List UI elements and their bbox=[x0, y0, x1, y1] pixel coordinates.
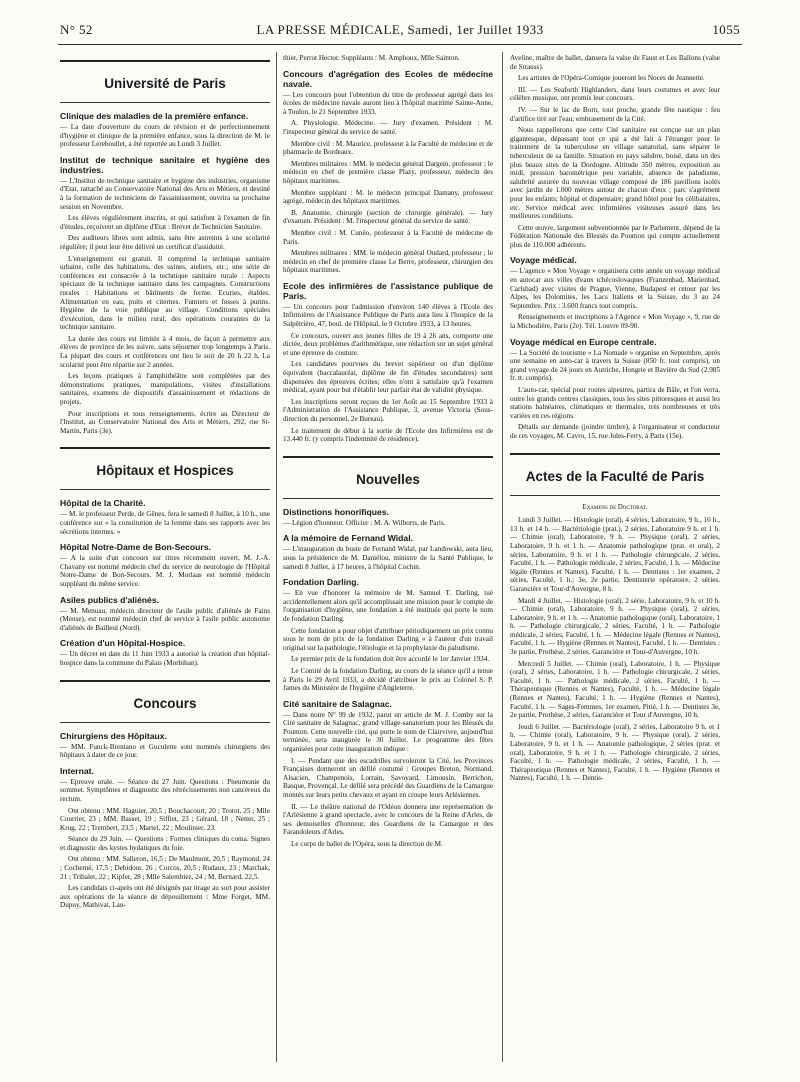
article-text: Les artistes de l'Opéra-Comique joueront les Noces de Jeannette. bbox=[518, 74, 705, 83]
page-number: 1055 bbox=[712, 22, 740, 37]
article-text: — L'inauguration du buste de Fernand Widal, par Landowski, aura lieu, sous la présidence de M. Daniélou, ministre de la Santé Publique, le samedi 8 Juillet, à 17 heures, à l'hôpital Cochin. bbox=[283, 545, 493, 571]
article-text: Membre civil : M. Maurice, professeur à la Faculté de médecine et de pharmacie de Bordeaux. bbox=[283, 139, 493, 157]
article-text: IV. — Sur le lac de Born, tout proche, grande fête nautique : feu d'artifice tiré sur l'eau; embrasement de la Cité. bbox=[510, 105, 720, 123]
article-title: A la mémoire de Fernand Widal. bbox=[283, 533, 413, 544]
article-text: I. — Pendant que des escadrilles survoleront la Cité, les Provinces Françaises donneront un défilé costumé : Groupes Breton, Normand, Alsacien, Champenois, Lorrain, Savoyard, Limousin, Berrichon, Basque, Provençal. Le défilé sera précédé des Guardiens de la Camargue montés sur leurs petits chevaux et ayant en croupe leurs Arlésiennes. bbox=[283, 756, 493, 800]
article-text: — MM. Funck-Brentano et Guculette sont nommés chirurgiens des hôpitaux à dater de ce jour. bbox=[60, 742, 270, 760]
article-text: Le traitement de début à la sortie de l'Ecole des Infirmières est de 13.440 fr. (y compris l'indemnité de résidence). bbox=[283, 426, 493, 444]
subsection-title: Examens de Doctorat. bbox=[582, 503, 648, 511]
article-text: Les élèves régulièrement inscrits, et qui satisfont à l'examen de fin d'études, reçoivent un diplôme d'Etat : Brevet de Technicien Sanitaire. bbox=[60, 214, 270, 231]
article-text: Ce concours, ouvert aux jeunes filles de 19 à 26 ans, comporte une dictée, deux problèmes d'arithmétique, une rédaction sur un sujet général et une épreuve de couture. bbox=[283, 331, 493, 357]
article-text: B. Anatomie, chirurgie (section de chirurgie générale). — Jury d'examen. Président : M. l'inspecteur général du service de santé. bbox=[283, 208, 493, 226]
article-text: — La date d'ouverture du cours de révision et de perfectionnement d'hygiène et clinique de la première enfance, sous la direction de M. le professeur Lereboullet, a été reportée au Lundi 3 Juillet. bbox=[60, 123, 270, 149]
article-title: Asiles publics d'aliénés. bbox=[60, 594, 160, 605]
article-text: — M. le professeur Perde, de Gênes, fera le samedi 8 Juillet, à 10 h., une conférence sur « la constitution de la femme dans ses rapports avec les sécrétions internes. » bbox=[60, 510, 270, 536]
article-title: Hôpital de la Charité. bbox=[60, 498, 146, 509]
article-text: Les leçons pratiques à l'amphithéâtre sont complétées par des démonstrations pratiques, manipulations, visites d'installations sanitaires, examens de dispositifs d'assainissement et rédactions de projets. bbox=[60, 372, 270, 407]
article-text: III. — Les Seaforth Highlanders, dans leurs costumes et avec leur célèbre musique, ont promis leur concours. bbox=[510, 85, 720, 103]
section-title-nouvelles: Nouvelles bbox=[356, 471, 420, 487]
article-title: Voyage médical en Europe centrale. bbox=[510, 336, 657, 347]
article-text: Détails sur demande (joindre timbre), à l'organisateur et conducteur de ces voyages, M. Cavro, 15, rue Jules-Ferry, à Paris (15e). bbox=[510, 423, 720, 440]
article-text: A. Physiologie. Médecine. — Jury d'examen. Président : M. l'inspecteur général du service de santé. bbox=[283, 119, 493, 136]
article-text: — Epreuve orale. — Séance du 27 Juin. Questions : Pneumonie du sommet. Symptômes et diagnostic des rétrécissements non cancéreux du rectum. bbox=[60, 777, 270, 803]
article-text: Membres militaires : MM. le médecin général Dargein, professeur ; le médecin en chef de première classe Plazy, professeur, médecin des hôpitaux maritimes. bbox=[283, 159, 493, 185]
article-title: Chirurgiens des Hôpitaux. bbox=[60, 730, 167, 741]
article-text: — Un concours pour l'admission d'environ 140 élèves à l'Ecole des Infirmières de l'Assistance Publique de Paris aura lieu à l'hospice de la Salpêtrière, 47, boul. de l'Hôpital, le 9 Octobre 1933, à 13 heures. bbox=[283, 302, 493, 329]
article-title: Cité sanitaire de Salagnac. bbox=[283, 698, 392, 709]
article-text: Les candidats ci-après ont été désignés par tirage au sort pour assister aux opérations de la séance de dépouillement : Mme Forget, MM. Dupuy, Mathivat, Lau- bbox=[60, 884, 270, 910]
section-rule bbox=[510, 453, 720, 455]
article-text: Nous rappellerons que cette Cité sanitaire est conçue sur un plan gigantesque, dépassant tout ce qui a été fait à l'étranger pour le traitement de la tuberculose en village sanatorial, sans séparer le tuberculeux de sa famille. Situation en pays salubre, boisé, dans un des plus beaux sites de la Dordogne. Altitude 350 mètres, exposition au midi, pression barométrique peu variable, absence de paludisme, salubrité assurée du nouveau village composé de 186 pavillons isolés avec jardin de 1.000 mètres autour de chacun d'eux ; parc s'agrément pour les enfants; hôpital et dispensaire; grand hôtel pour les célibataires, etc. Service médical avec infirmières visiteuses assuré dans les meilleures conditions. bbox=[510, 126, 720, 221]
article-text: — Les concours pour l'obtention du titre de professeur agrégé dans les écoles de médecine navale auront lieu à l'hôpital maritime Sainte-Anne, à Toulon, le 21 Septembre 1933. bbox=[283, 90, 493, 116]
article-title: Concours d'agrégation des Ecoles de médecine navale. bbox=[283, 68, 493, 89]
article-text: Pour inscriptions et tous renseignements, écrire au Directeur de l'Institut, au Conservatoire National des Arts et Métiers, 292, rue St-Martin, Paris (3e). bbox=[60, 409, 270, 435]
section-rule bbox=[510, 495, 720, 496]
column-divider bbox=[276, 52, 277, 1062]
article-text: Membre civil : M. Cunéo, professeur à la Faculté de médecine de Paris. bbox=[283, 228, 493, 246]
article-title: Fondation Darling. bbox=[283, 577, 359, 588]
article-title: Clinique des maladies de la première enfance. bbox=[60, 111, 249, 121]
article-text: Séance du 29 Juin. — Questions : Formes cliniques du coma. Signes et diagnostic des kystes hydatiques du foie. bbox=[60, 835, 270, 852]
section-rule bbox=[283, 498, 493, 499]
article-text: Aveline, maître de ballet, dansera la valse de Faust et Les Ballons (valse de Strauss). bbox=[510, 54, 720, 71]
section-rule bbox=[60, 489, 270, 490]
section-title-universite: Université de Paris bbox=[104, 76, 226, 91]
article-text: Le premier prix de la fondation doit être accordé le 1er Janvier 1934. bbox=[291, 655, 490, 664]
article-text: — La Société de tourisme « La Nomade » organise en Septembre, après une semaine en auto-car à travers la Suisse (850 fr. tout compris), un grand voyage de 24 jours en Autriche, Hongrie et Bavière du Sud (2.985 fr. tt. compris). bbox=[510, 348, 720, 383]
article-text: II. — Le théâtre national de l'Odéon donnera une représentation de l'Arlésienne à grand spectacle, avec le concours de la Reine d'Arles, de ses demoiselles d'honneur, des Guardiens de la Camargue et des Farandoleurs d'Arles. bbox=[283, 802, 493, 837]
section-title-hopitaux: Hôpitaux et Hospices bbox=[96, 463, 234, 479]
article-text: Cette œuvre, largement subventionnée par le Parlement, dépend de la Fédération Nationale des Blessés du Poumon qui compte actuellement plus de 110.000 adhérents. bbox=[510, 223, 720, 249]
article-text: Le Comité de la fondation Darling, au cours de la séance qu'il a tenue à Paris le 29 Avril 1933, a décidé d'attribuer le prix au Colonel S. P. James du Ministère de l'hygiène d'Angleterre. bbox=[283, 666, 493, 693]
exam-schedule: Jeudi 6 Juillet. — Bactériologie (oral), 2 séries, Laboratoire 9 h. et 1 h. — Chimie (oral), Laboratoire, 9 h. — Physique (oral), 2 séries, Laboratoire, 9 h. et 1 h. — Anatomie pathologique, 2 séries (prat. et oral), Laboratoire, 9 h. et 1 h. — Pathologie chirurgicale, 2 séries, Faculté, 1 h. — Pathologie médicale, 2 séries, Faculté, 1 h. — Thérapeutique (Rennes et Nantes), Faculté, 1 h. — Hygiène (Rennes et Nantes), Faculté, 1 h. — Dentis- bbox=[510, 722, 720, 783]
section-rule bbox=[60, 447, 270, 449]
article-text: Cette fondation a pour objet d'attribuer périodiquement un prix connu sous le nom de prix de la fondation Darling « à l'auteur d'un travail original sur la pathologie, l'étiologie et la prophylaxie du paludisme. bbox=[283, 626, 493, 652]
article-text: — En vue d'honorer la mémoire de M. Samuel T. Darling, tué accidentellement alors qu'il accomplissait une mission pour le compte de l'organisation d'hygiène, une fondation a été instituée qui porte le nom de fondation Darling. bbox=[283, 589, 493, 623]
article-title: Internat. bbox=[60, 765, 94, 776]
article-text: L'auto-car, spécial pour routes alpestres, partira de Bâle, et l'on verra, outre les grands centres classiques, tous les sites pittoresques et aussi les stations balnéaires, climatiques et thermales, très nombreuses et très variées en ces régions. bbox=[510, 386, 720, 420]
article-text: L'enseignement est gratuit. Il comprend la technique sanitaire urbaine, celle des habitations, des usines, ateliers, etc.; une série de conférences est consacrée à la technique sanitaire rurale : Aspects spéciaux de la technique sanitaire dans les campagnes. Constructions rurales : Habitations et bâtiments de ferme. Ecuries, étables. Alimentation en eau, puits et citernes. Fumiers et fosses à purins. Hygiène de la voie publique au village. Conditions spéciales d'exécution, dans le milieu rural, des opérations courantes de la technique sanitaire. bbox=[60, 254, 270, 332]
article-text: — M. Menuau, médecin directeur de l'asile public d'aliénés de Fains (Meuse), est nommé médecin chef de service à l'asile public autonome d'aliénés de Bailleul (Nord). bbox=[60, 606, 270, 632]
section-rule bbox=[60, 722, 270, 723]
article-text: Le corps de ballet de l'Opéra, sous la direction de M. bbox=[291, 840, 443, 848]
article-title: Création d'un Hôpital-Hospice. bbox=[60, 638, 186, 649]
section-rule bbox=[283, 456, 493, 458]
section-rule bbox=[60, 102, 270, 103]
article-title: Institut de technique sanitaire et hygiène des industries. bbox=[60, 154, 270, 175]
article-text: Membres militaires : MM. le médecin général Oudard, professeur ; le médecin en chef de première classe Le Berre, professeur, chirurgien des hôpitaux maritimes. bbox=[283, 249, 493, 275]
article-text: Ont obtenu : MM. Haguier, 20,5 ; Bouchacourt, 20 ; Trotot, 25 ; Mlle Courrier, 23 ; MM. Basset, 19 ; Siffiet, 23 ; Gérard, 18 ; Netter, 25 ; Krug, 22 ; Trembert, 23,5 ; Martel, 22 ; Moulinier, 23. bbox=[60, 806, 270, 832]
article-text: — Dans notre N° 99 de 1932, parut un article de M. J. Comby sur la Cité sanitaire de Salagnac, grand village-sanatorium pour les Blessés du Poumon. Cette nouvelle cité, qui porte le nom de Clairvivre, aujourd'hui terminée, sera inaugurée le 30 Juillet. Le programme des fêtes organisées pour cette inauguration indique : bbox=[283, 710, 493, 754]
exam-schedule: Lundi 3 Juillet. — Histologie (oral), 4 séries, Laboratoire, 9 h., 10 h., 13 h. et 14 h. — Bactériologie (prat.), 2 séries, Laboratoire 9 h. et 1 h. — Chimie (oral), Laboratoire, 9 h. — Physique (oral), 2 séries, Laboratoire, 9 h. et 1 h. — Anatomie pathologique (prat. et oral), 2 séries, Laboratoire, 9 h. et 1 h. — Pathologie chirurgicale, 2 séries, Faculté, 1 h. — Pathologie médicale, 2 séries, Faculté, 1 h. — Médecine légale (Rennes et Nantes), Faculté, 1 h. — Dentistes : 1er examen, 2 séries, Faculté, 1 h.; 3e, 2e partie, Dentisterie opératoire, 2 séries. Garancière et Tour-d'Auvergne, 8 h. bbox=[510, 516, 720, 593]
column-3 bbox=[510, 52, 720, 1062]
article-text: Renseignements et inscriptions à l'Agence « Mon Voyage », 9, rue de la Michodière, Paris (2e). Tél. Louvre 09-90. bbox=[510, 313, 720, 331]
section-rule bbox=[60, 60, 270, 62]
section-rule bbox=[60, 680, 270, 682]
header-rule bbox=[58, 44, 742, 45]
section-title-actes: Actes de la Faculté de Paris bbox=[525, 468, 705, 484]
column-2 bbox=[283, 52, 493, 1062]
article-text: thier, Perrot Hector. Suppléants : M. Amphoux, Mlle Sainton. bbox=[283, 54, 460, 62]
page-header bbox=[60, 22, 740, 44]
article-text: — A la suite d'un concours sur titres récemment ouvert, M. J.-A. Chavany est nommé médecin chef du service de neurologie de l'Hôpital Notre-Dame de Bon-Secours. M. J. Morlaas est nommé médecin suppléant du même service. bbox=[60, 554, 270, 588]
article-title: Voyage médical. bbox=[510, 255, 577, 266]
article-text: Les inscriptions seront reçues du 1er Août au 15 Septembre 1933 à l'Administration de l'Assistance Publique, 3, avenue Victoria (Sous-direction du personnel, 2e Bureau). bbox=[283, 397, 493, 423]
column-divider bbox=[502, 52, 503, 1062]
exam-schedule: Mercredi 5 Juillet. — Chimie (oral), Laboratoire, 1 h. — Physique (oral), 2 séries, Laboratoire, 1 h. — Pathologie chirurgicale, 2 séries, Faculté, 1 h. — Pathologie médicale, 2 séries, Faculté, 1 h. — Thérapeutique (Rennes et Nantes), Faculté, 1 h. — Médecine légale (Rennes et Nantes), Faculté, 1 h. — Hygiène (Rennes et Nantes), Faculté, 1 h. — Sages-Femmes, 1er examen, Pitié, 1 h. — Dentistes 3e, 2e partie, Prothèse, 2 séries, Garancière et Tour d'Auvergne, 10 h. bbox=[510, 659, 720, 720]
article-text: — L'agence « Mon Voyage » organisera cette année un voyage médical en autocar aux villes d'eaux tchécoslovaques (Franzenbad, Marienbad, Carlsbad) avec visites de Prague, Vienne, Budapest et retour par les Alpes, les Dolomites, les Lacs Italiens et la Suisse, du 3 au 24 Septembre. Prix : 3.600 francs tout compris. bbox=[510, 267, 720, 310]
article-text: — L'Institut de technique sanitaire et hygiène des industries, organisme d'Etat, rattaché au Conservatoire National des Arts et Métiers, et destiné à la formation de techniciens de l'assainissement, ouvrira sa prochaine session en Novembre. bbox=[60, 176, 270, 211]
article-text: La durée des cours est limitée à 4 mois, de façon à permettre aux élèves de province de les suivre, sans séjourner trop longtemps à Paris. La plupart des cours et conférences ont lieu le soir de 20 h 22 h. La scolarité peut être répartie sur 2 années. bbox=[60, 334, 270, 369]
article-text: — Légion d'honneur. Officier : M. A. Wilborts, de Paris. bbox=[283, 518, 446, 527]
article-text: Membre suppléant : M. le médecin principal Damany, professeur agrégé, médecin des hôpitaux maritimes. bbox=[283, 188, 493, 206]
article-title: Hôpital Notre-Dame de Bon-Secours. bbox=[60, 542, 211, 553]
issue-number: N° 52 bbox=[60, 22, 93, 37]
article-title: Ecole des infirmières de l'assistance publique de Paris. bbox=[283, 280, 493, 301]
article-text: Les candidates pourvues du brevet supérieur ou d'un diplôme équivalent (baccalauréat, diplôme de fin d'études secondaires) sont dispensées des épreuves écrites; elles n'ont à satisfaire qu'à l'examen médical, ayant pour but d'établir leur parfait état de validité physique. bbox=[283, 360, 493, 395]
article-text: Ont obtenu : MM. Salleron, 16,5 ; De Maulmont, 20,5 ; Raymond, 24 ; Cochemé, 17,5 ; Debidour, 26 ; Corcos, 20,5 ; Rudaux, 23 ; Marchak, 21 ; Tribalet, 22 ; Kipfer, 28 ; Mlle Salembiez, 24 ; M. Bernard, 22,5. bbox=[60, 855, 270, 881]
section-title-concours: Concours bbox=[133, 695, 197, 711]
article-title: Distinctions honorifiques. bbox=[283, 506, 389, 517]
masthead-title: LA PRESSE MÉDICALE, Samedi, 1er Juillet 1933 bbox=[256, 22, 544, 37]
article-text: — Un décret en date du 11 Juin 1933 a autorisé la création d'un hôpital-hospice dans la commune du Palais (Morbihan). bbox=[60, 650, 270, 667]
column-1 bbox=[60, 52, 270, 1062]
exam-schedule: Mardi 4 Juillet. — Histologie (oral), 2 série, Laboratoire, 9 h. et 10 h. — Chimie (oral), Laboratoire, 9 h. — Physique (oral), 2 séries, Laboratoire, 9 h. et 1 h. — Anatomie pathologique (oral), Laboratoire, 1 h. — Pathologie chirurgicale, 2 séries, Faculté, 1 h. — Pathologie médicale, 2 séries, Faculté, 1 h. — Médecine légale (Rennes et Nantes), Faculté, 1 h. — Hygiène (Rennes et Nantes), Faculté, 1 h. — Dentistes : 3e partie, Prothèse, 2 séries. Garancière et Tour-d'Auvergne, 10 h. bbox=[510, 596, 720, 657]
article-text: Des auditeurs libres sont admis, sans être astreints à une scolarité régulière; il peut leur être délivré un certificat d'assiduité. bbox=[60, 234, 270, 251]
